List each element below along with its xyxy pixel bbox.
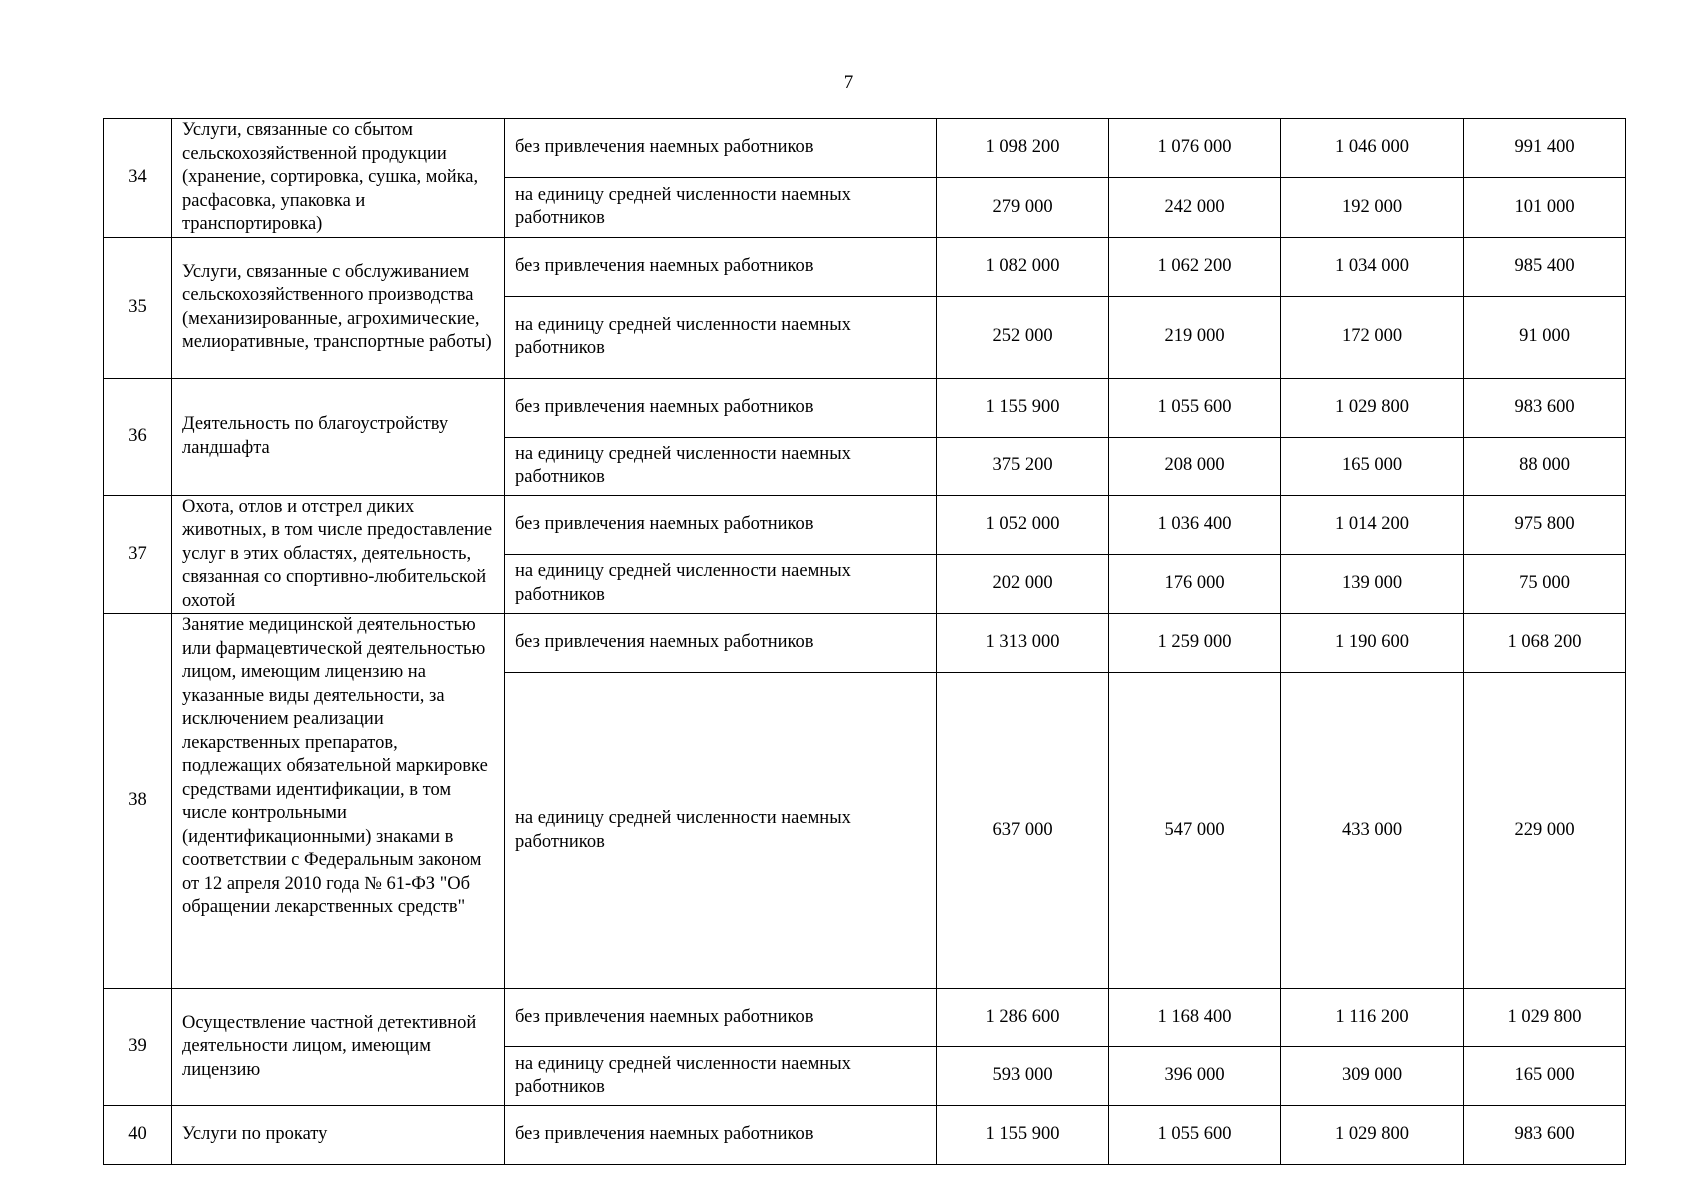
value-cell: 75 000 [1464,554,1626,613]
value-cell: 637 000 [937,673,1109,989]
value-cell: 1 190 600 [1281,614,1464,673]
value-cell: 1 034 000 [1281,237,1464,296]
value-cell: 139 000 [1281,554,1464,613]
value-cell: 375 200 [937,437,1109,495]
activity-name: Деятельность по благоустройству ландшафта [172,378,505,495]
value-cell: 1 068 200 [1464,614,1626,673]
activity-name: Услуги по прокату [172,1106,505,1165]
value-cell: 202 000 [937,554,1109,613]
calculation-basis: на единицу средней численности наемных работников [505,178,937,237]
value-cell: 1 098 200 [937,119,1109,178]
activity-name: Осуществление частной детективной деятельности лицом, имеющим лицензию [172,989,505,1106]
value-cell: 1 286 600 [937,989,1109,1047]
value-cell: 176 000 [1109,554,1281,613]
calculation-basis: без привлечения наемных работников [505,614,937,673]
table-row [104,1106,1626,1165]
value-cell: 1 029 800 [1281,378,1464,437]
table-row [104,989,1626,1047]
row-number: 37 [104,495,172,614]
value-cell: 1 259 000 [1109,614,1281,673]
table-row [104,237,1626,296]
table-row [104,495,1626,554]
row-number: 36 [104,378,172,495]
value-cell: 1 076 000 [1109,119,1281,178]
value-cell: 991 400 [1464,119,1626,178]
value-cell: 396 000 [1109,1047,1281,1106]
value-cell: 1 155 900 [937,1106,1109,1165]
value-cell: 975 800 [1464,495,1626,554]
value-cell: 1 313 000 [937,614,1109,673]
value-cell: 91 000 [1464,296,1626,378]
row-number: 35 [104,237,172,378]
table-row [104,614,1626,673]
calculation-basis: на единицу средней численности наемных работников [505,296,937,378]
calculation-basis: на единицу средней численности наемных работников [505,673,937,989]
value-cell: 1 014 200 [1281,495,1464,554]
calculation-basis: на единицу средней численности наемных работников [505,437,937,495]
calculation-basis: без привлечения наемных работников [505,495,937,554]
value-cell: 101 000 [1464,178,1626,237]
activity-name: Охота, отлов и отстрел диких животных, в том числе предоставление услуг в этих областях, деятельность, связанная со спортивно-любительской охотой [172,495,505,614]
value-cell: 1 052 000 [937,495,1109,554]
value-cell: 252 000 [937,296,1109,378]
value-cell: 1 116 200 [1281,989,1464,1047]
value-cell: 985 400 [1464,237,1626,296]
value-cell: 229 000 [1464,673,1626,989]
calculation-basis: без привлечения наемных работников [505,237,937,296]
value-cell: 1 029 800 [1464,989,1626,1047]
value-cell: 593 000 [937,1047,1109,1106]
row-number: 40 [104,1106,172,1165]
value-cell: 1 046 000 [1281,119,1464,178]
value-cell: 1 055 600 [1109,378,1281,437]
value-cell: 208 000 [1109,437,1281,495]
calculation-basis: на единицу средней численности наемных работников [505,554,937,613]
activity-name: Услуги, связанные со сбытом сельскохозяйственной продукции (хранение, сортировка, сушка, мойка, расфасовка, упаковка и транспортировка) [172,119,505,238]
row-number: 38 [104,614,172,989]
value-cell: 1 029 800 [1281,1106,1464,1165]
value-cell: 1 062 200 [1109,237,1281,296]
table-row [104,378,1626,437]
value-cell: 219 000 [1109,296,1281,378]
row-number: 34 [104,119,172,238]
value-cell: 433 000 [1281,673,1464,989]
calculation-basis: без привлечения наемных работников [505,119,937,178]
activity-name: Услуги, связанные с обслуживанием сельскохозяйственного производства (механизированные, агрохимические, мелиоративные, транспортные работы) [172,237,505,378]
page-number: 7 [843,72,854,93]
value-cell: 547 000 [1109,673,1281,989]
activity-name: Занятие медицинской деятельностью или фармацевтической деятельностью лицом, имеющим лицензию на указанные виды деятельности, за исключением реализации лекарственных препаратов, подлежащих обязательной маркировке средствами идентификации, в том числе контрольными (идентификационными) знаками в соответствии с Федеральным законом от 12 апреля 2010 года № 61-ФЗ "Об обращении лекарственных средств" [172,614,505,989]
value-cell: 983 600 [1464,1106,1626,1165]
value-cell: 172 000 [1281,296,1464,378]
value-cell: 279 000 [937,178,1109,237]
value-cell: 242 000 [1109,178,1281,237]
calculation-basis: без привлечения наемных работников [505,378,937,437]
calculation-basis: без привлечения наемных работников [505,1106,937,1165]
value-cell: 983 600 [1464,378,1626,437]
calculation-basis: на единицу средней численности наемных работников [505,1047,937,1106]
value-cell: 165 000 [1464,1047,1626,1106]
fee-table [103,118,1626,1165]
value-cell: 1 055 600 [1109,1106,1281,1165]
value-cell: 1 155 900 [937,378,1109,437]
table-row [104,119,1626,178]
value-cell: 88 000 [1464,437,1626,495]
value-cell: 309 000 [1281,1047,1464,1106]
value-cell: 1 036 400 [1109,495,1281,554]
row-number: 39 [104,989,172,1106]
value-cell: 165 000 [1281,437,1464,495]
value-cell: 1 082 000 [937,237,1109,296]
calculation-basis: без привлечения наемных работников [505,989,937,1047]
value-cell: 1 168 400 [1109,989,1281,1047]
value-cell: 192 000 [1281,178,1464,237]
